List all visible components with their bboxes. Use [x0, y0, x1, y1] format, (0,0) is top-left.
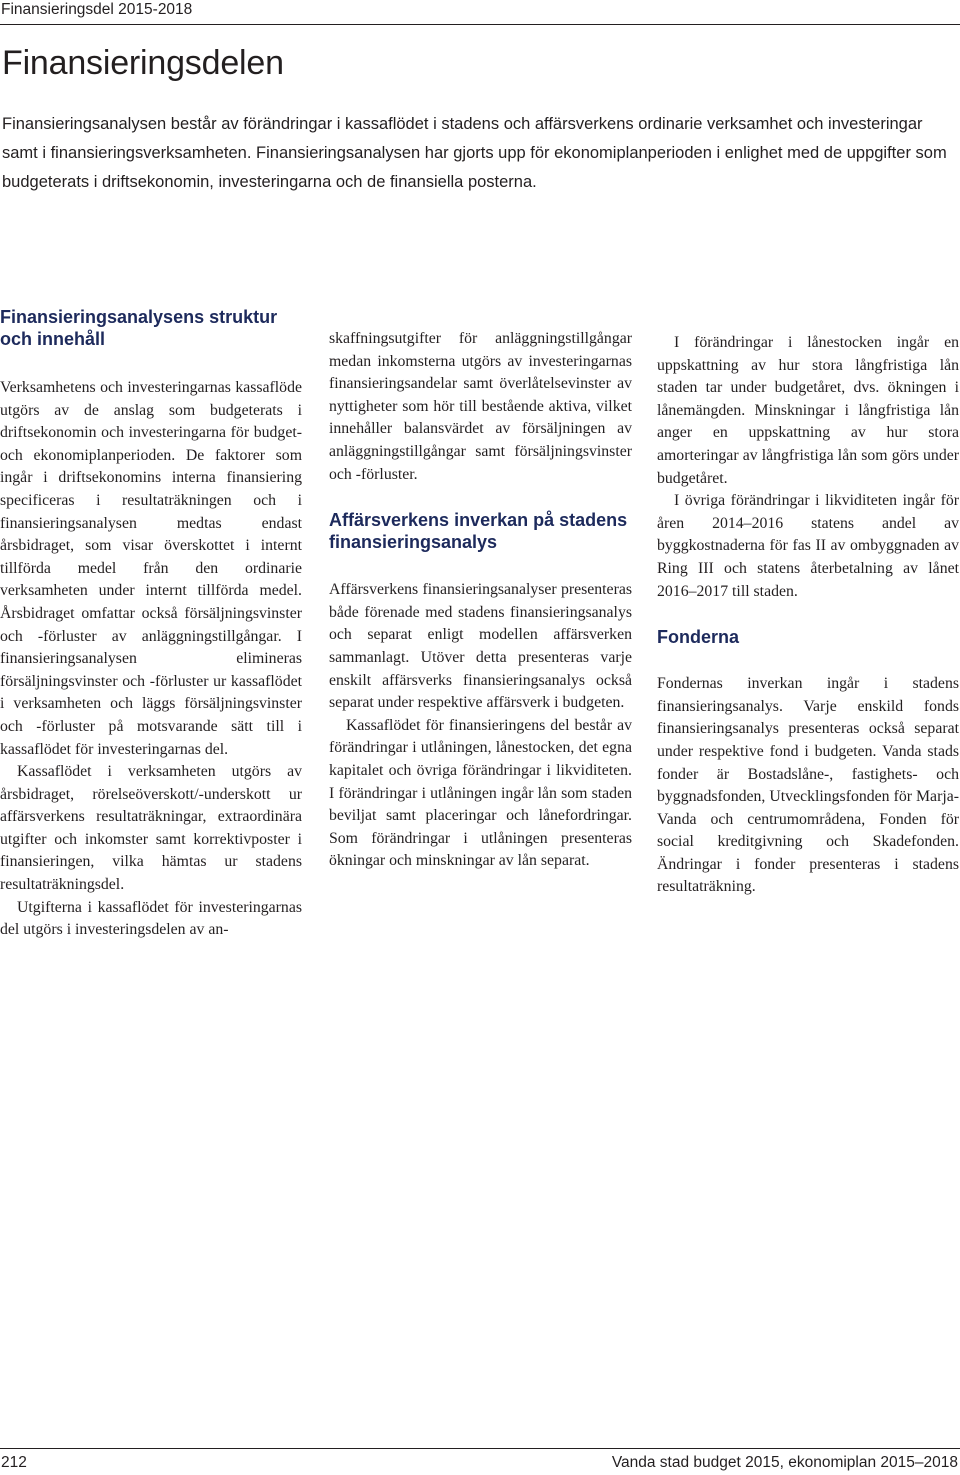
column-3: [657, 332, 959, 899]
column-2: [329, 328, 632, 873]
intro-paragraph: Finansieringsanalysen består av förändringar i kassaflödet i stadens och affärsverkens ordinarie verksamhet och investeringar samt i finansieringsverksamheten. Finansieringsanalysen har gjorts upp för ekonomiplanperioden i enlighet med de uppgifter som budgeterats i driftsekonomin, investeringarna och de finansiella posterna.: [2, 115, 947, 191]
body-paragraph: Fondernas inverkan ingår i stadens finansieringsanalys. Varje enskild fonds finansieringsanalys presenteras också separat under respektive fond i budgeten. Vanda stads fonder är Bostadslåne-, fastighets- och byggnadsfonden, Utvecklingsfonden för Marja-Vanda och centrumområdena, Fonden för social kreditgivning och Skadefonden. Ändringar i fonder presenteras i stadens resultaträkning.: [657, 675, 959, 896]
page-title: Finansieringsdelen: [2, 44, 284, 82]
publication-title: Vanda stad budget 2015, ekonomiplan 2015–2018: [611, 1454, 958, 1471]
section-heading-structure: Finansieringsanalysens struktur och innehåll: [0, 307, 278, 349]
body-paragraph: Kassaflödet för finansieringens del består av förändringar i utlåningen, lånestocken, det egna kapitalet och övriga förändringar i likviditeten. I förändringar i utlåningen ingår lån som staden beviljat samt placeringar och lånefordringar. Som förändringar i utlåningen presenteras ökningar och minskningar av lån separat.: [329, 716, 632, 870]
header-rule: [0, 24, 960, 25]
body-paragraph: skaffningsutgifter för anläggningstillgångar medan inkomsterna utgörs av investeringarnas finansieringsandelar samt överlåtelsevinster av nyttigheter som hör till bestående aktiva, vilket innehåller balansvärdet av försäljningen av anläggningstillgångar samt försäljningsvinster och -förluster.: [329, 330, 632, 483]
body-paragraph: Utgifterna i kassaflödet för investeringarnas del utgörs i investeringsdelen av an-: [0, 898, 302, 939]
page-number: 212: [1, 1454, 27, 1471]
body-paragraph: I övriga förändringar i likviditeten ingår för åren 2014–2016 statens andel av byggkostnaderna för fas II av ombyggnaden av Ring III och statens återbetalning av lånet 2016–2017 till staden.: [657, 492, 959, 600]
body-paragraph: I förändringar i lånestocken ingår en uppskattning av hur stora långfristiga lån staden tar under budgetåret, dvs. ökningen i lånemängden. Minskningar i långfristiga lån anger en uppskattning av hur stora amorteringar av långfristiga lån som görs under budgetåret.: [657, 334, 959, 487]
running-header: [0, 0, 960, 28]
body-paragraph: Affärsverkens finansieringsanalyser presenteras både förenade med stadens finansieringsanalys och separat enligt modellen affärsverken sammanlagt. Utöver detta presenteras varje enskilt affärsverks finansieringsanalys också separat under respektive affärsverk i budgeten.: [329, 581, 632, 712]
body-paragraph: Verksamhetens och investeringarnas kassaflöde utgörs av de anslag som budgeterats i driftsekonomin och investeringarna för budget- och ekonomiplanperioden. De faktorer som ingår i driftsekonomins interna finansiering specificeras i resultaträkningen och i finansieringsanalysen medtas endast årsbidraget, som visar överskottet i internt tillförda medel från den ordinarie verksamheten under internt tillförda medel. Årsbidraget omfattar också försäljningsvinster och -förluster av anläggningstillgångar. I finansieringsanalysen elimineras försäljningsvinster och -förluster ur kassaflödet i verksamheten och läggs försäljningsvinster och -förluster på motsvarande sätt till i kassaflödet för investeringarnas del.: [0, 379, 302, 758]
column-1: [0, 306, 302, 942]
section-heading-fonderna: Fonderna: [657, 627, 740, 648]
footer-rule: [0, 1448, 960, 1449]
page-footer: [0, 1448, 960, 1475]
body-paragraph: Kassaflödet i verksamheten utgörs av årsbidraget, rörelseöverskott/-underskott ur affärsverkens resultaträkningar, extraordinära utgifter och inkomster samt korrektivposter i finansieringen, vilka hämtas ur stadens resultaträkningsdel.: [0, 763, 302, 894]
section-heading-affarsverk: Affärsverkens inverkan på stadens finansieringsanalys: [329, 510, 628, 553]
running-title: Finansieringsdel 2015-2018: [1, 1, 193, 18]
